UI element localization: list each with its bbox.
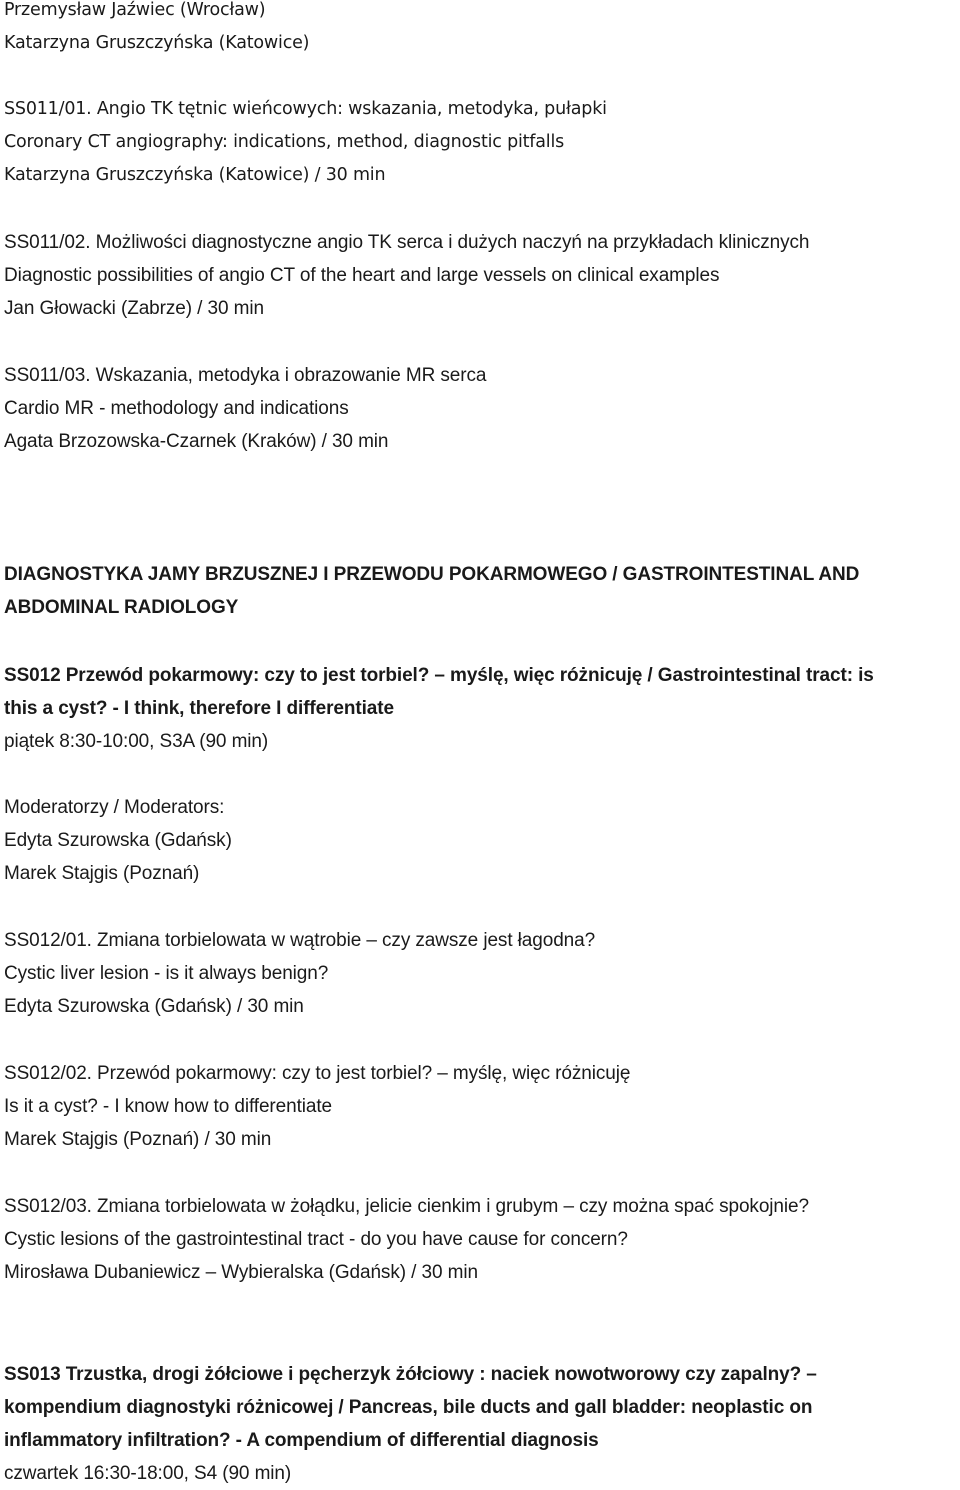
- text-line: Cardio MR - methodology and indications: [4, 398, 349, 419]
- text-line: Cystic liver lesion - is it always benign?: [4, 963, 329, 984]
- session-title: SS012/02. Przewód pokarmowy: czy to jest torbiel? – myślę, więc różnicuję: [4, 1063, 631, 1084]
- text-line: Coronary CT angiography: indications, method, diagnostic pitfalls: [4, 132, 565, 152]
- text-line: Edyta Szurowska (Gdańsk): [4, 830, 232, 851]
- text-line: Katarzyna Gruszczyńska (Katowice) / 30 min: [4, 165, 386, 185]
- session-heading: kompendium diagnostyki różnicowej / Pancreas, bile ducts and gall bladder: neoplastic on: [4, 1397, 813, 1418]
- text-line: Marek Stajgis (Poznań): [4, 863, 200, 884]
- section-heading: ABDOMINAL RADIOLOGY: [4, 597, 239, 618]
- text-line: Mirosława Dubaniewicz – Wybieralska (Gdańsk) / 30 min: [4, 1262, 478, 1283]
- session-title: SS011/01. Angio TK tętnic wieńcowych: wskazania, metodyka, pułapki: [4, 99, 607, 119]
- text-line: Edyta Szurowska (Gdańsk) / 30 min: [4, 996, 304, 1017]
- text-line: czwartek 16:30-18:00, S4 (90 min): [4, 1463, 292, 1484]
- text-line: Moderatorzy / Moderators:: [4, 797, 225, 818]
- text-line: Is it a cyst? - I know how to differentiate: [4, 1096, 333, 1117]
- text-line: piątek 8:30-10:00, S3A (90 min): [4, 731, 269, 752]
- section-heading: DIAGNOSTYKA JAMY BRZUSZNEJ I PRZEWODU POKARMOWEGO / GASTROINTESTINAL AND: [4, 564, 860, 585]
- session-heading: this a cyst? - I think, therefore I differentiate: [4, 698, 394, 719]
- text-line: Agata Brzozowska-Czarnek (Kraków) / 30 min: [4, 431, 389, 452]
- session-title: SS012/01. Zmiana torbielowata w wątrobie – czy zawsze jest łagodna?: [4, 930, 596, 951]
- session-heading: inflammatory infiltration? - A compendium of differential diagnosis: [4, 1430, 599, 1451]
- session-title: SS011/03. Wskazania, metodyka i obrazowanie MR serca: [4, 365, 487, 386]
- text-line: Katarzyna Gruszczyńska (Katowice): [4, 33, 310, 53]
- text-line: Diagnostic possibilities of angio CT of the heart and large vessels on clinical examples: [4, 265, 720, 286]
- session-title: SS012/03. Zmiana torbielowata w żołądku, jelicie cienkim i grubym – czy można spać spokojnie?: [4, 1196, 809, 1217]
- text-line: Cystic lesions of the gastrointestinal tract - do you have cause for concern?: [4, 1229, 628, 1250]
- session-title: SS011/02. Możliwości diagnostyczne angio TK serca i dużych naczyń na przykładach klinicznych: [4, 232, 810, 253]
- text-line: Marek Stajgis (Poznań) / 30 min: [4, 1129, 272, 1150]
- text-line: Jan Głowacki (Zabrze) / 30 min: [4, 298, 264, 319]
- session-heading: SS012 Przewód pokarmowy: czy to jest torbiel? – myślę, więc różnicuję / Gastrointestinal tract: is: [4, 665, 874, 686]
- text-line: Przemysław Jaźwiec (Wrocław): [4, 0, 266, 20]
- session-heading: SS013 Trzustka, drogi żółciowe i pęcherzyk żółciowy : naciek nowotworowy czy zapalny? –: [4, 1364, 817, 1385]
